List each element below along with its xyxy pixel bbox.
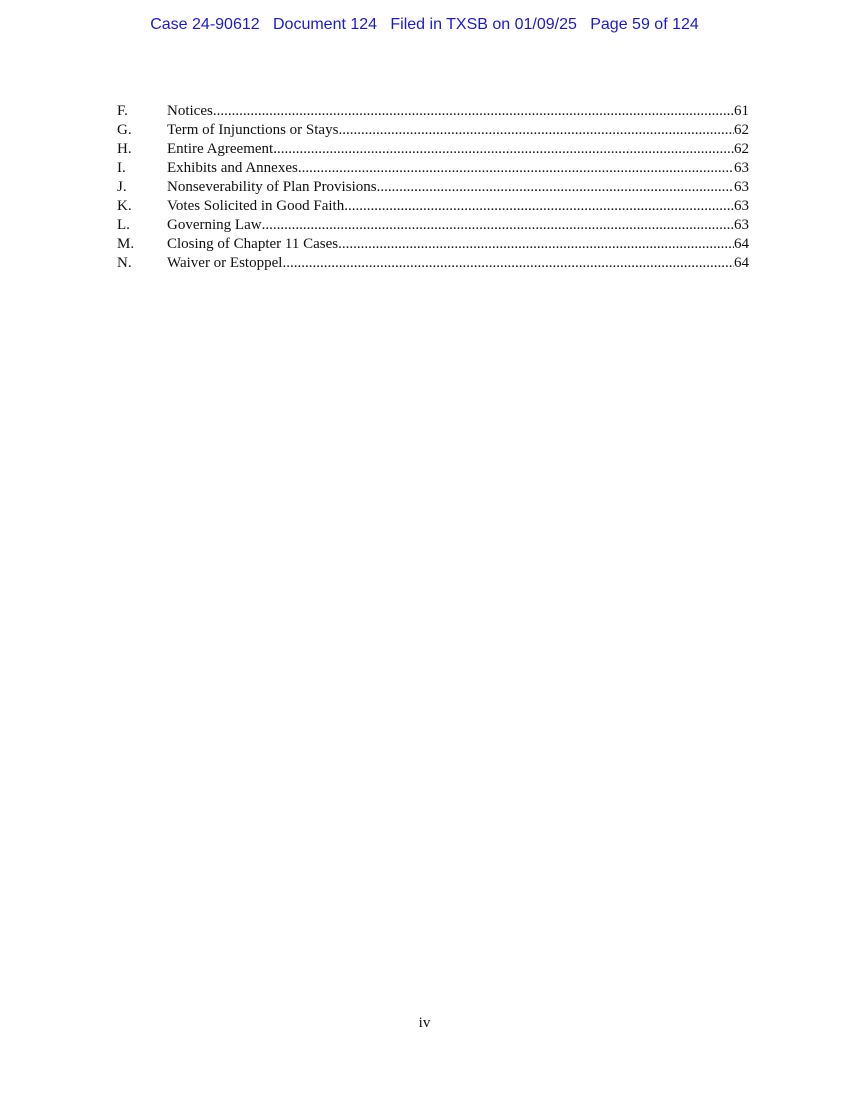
toc-entry-title: Nonseverability of Plan Provisions	[167, 179, 377, 195]
toc-entry-governing-law[interactable]	[117, 216, 749, 235]
toc-entry-letter: G.	[117, 122, 132, 138]
toc-entry-page: 62	[734, 141, 749, 157]
toc-entry-term-of-injunctions[interactable]	[117, 121, 749, 140]
toc-entry-page: 63	[734, 217, 749, 233]
toc-entry-page: 63	[734, 198, 749, 214]
toc-entry-title: Governing Law	[167, 217, 262, 233]
toc-entry-letter: L.	[117, 217, 130, 233]
toc-entry-page: 64	[734, 236, 749, 252]
header-filed-date: Filed in TXSB on 01/09/25	[390, 16, 577, 33]
toc-entry-waiver-or-estoppel[interactable]	[117, 254, 749, 273]
toc-dot-leader	[338, 235, 734, 254]
toc-entry-notices[interactable]	[117, 102, 749, 121]
header-document-number: Document 124	[272, 16, 378, 33]
toc-entry-page: 63	[734, 179, 749, 195]
toc-dot-leader	[377, 178, 734, 197]
toc-entry-title: Waiver or Estoppel	[167, 255, 283, 271]
toc-entry-title: Entire Agreement	[167, 141, 274, 157]
toc-entry-letter: F.	[117, 103, 128, 119]
toc-entry-page: 61	[734, 103, 749, 119]
toc-entry-title: Votes Solicited in Good Faith	[167, 198, 345, 214]
toc-dot-leader	[282, 254, 734, 273]
header-page-count: Page 59 of 124	[590, 16, 699, 33]
toc-entry-page: 64	[734, 255, 749, 271]
toc-dot-leader	[262, 216, 734, 235]
toc-entry-letter: M.	[117, 236, 135, 252]
court-filing-header	[0, 16, 849, 34]
toc-entry-title: Closing of Chapter 11 Cases	[167, 236, 339, 252]
toc-dot-leader	[273, 140, 734, 159]
table-of-contents	[117, 102, 749, 273]
toc-entry-exhibits-and-annexes[interactable]	[117, 159, 749, 178]
toc-entry-letter: N.	[117, 255, 132, 271]
toc-entry-entire-agreement[interactable]	[117, 140, 749, 159]
toc-dot-leader	[338, 121, 734, 140]
header-case-number: Case 24-90612	[150, 16, 260, 33]
toc-dot-leader	[344, 197, 734, 216]
toc-dot-leader	[213, 102, 734, 121]
toc-entry-closing-of-cases[interactable]	[117, 235, 749, 254]
toc-entry-title: Term of Injunctions or Stays	[167, 122, 339, 138]
page-number-footer: iv	[418, 1015, 431, 1031]
toc-entry-votes-solicited[interactable]	[117, 197, 749, 216]
toc-entry-page: 62	[734, 122, 749, 138]
toc-entry-letter: K.	[117, 198, 132, 214]
toc-dot-leader	[298, 159, 734, 178]
toc-entry-page: 63	[734, 160, 749, 176]
toc-entry-title: Notices	[167, 103, 213, 119]
toc-entry-letter: H.	[117, 141, 132, 157]
toc-entry-title: Exhibits and Annexes	[167, 160, 298, 176]
toc-entry-letter: J.	[117, 179, 127, 195]
toc-entry-letter: I.	[117, 160, 126, 176]
toc-entry-nonseverability[interactable]	[117, 178, 749, 197]
